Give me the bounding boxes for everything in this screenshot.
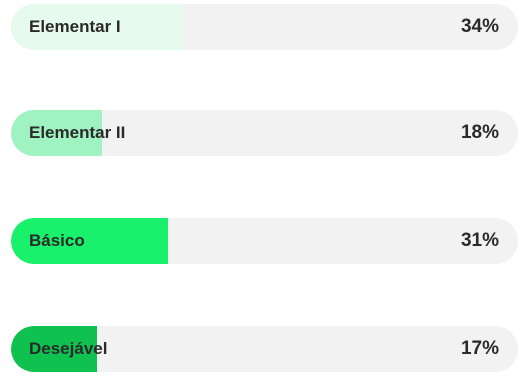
category-label: Elementar II bbox=[29, 123, 126, 142]
category-label: Básico bbox=[29, 231, 85, 250]
category-label: Desejável bbox=[29, 339, 108, 358]
category-label: Elementar I bbox=[29, 17, 121, 36]
bar-row bbox=[11, 4, 518, 50]
bar-row bbox=[11, 218, 518, 264]
value-label: 34% bbox=[460, 16, 499, 37]
value-label: 18% bbox=[460, 122, 499, 143]
bar-row bbox=[11, 326, 518, 372]
bar-row bbox=[11, 110, 518, 156]
value-label: 17% bbox=[460, 338, 499, 359]
value-label: 31% bbox=[460, 230, 499, 251]
